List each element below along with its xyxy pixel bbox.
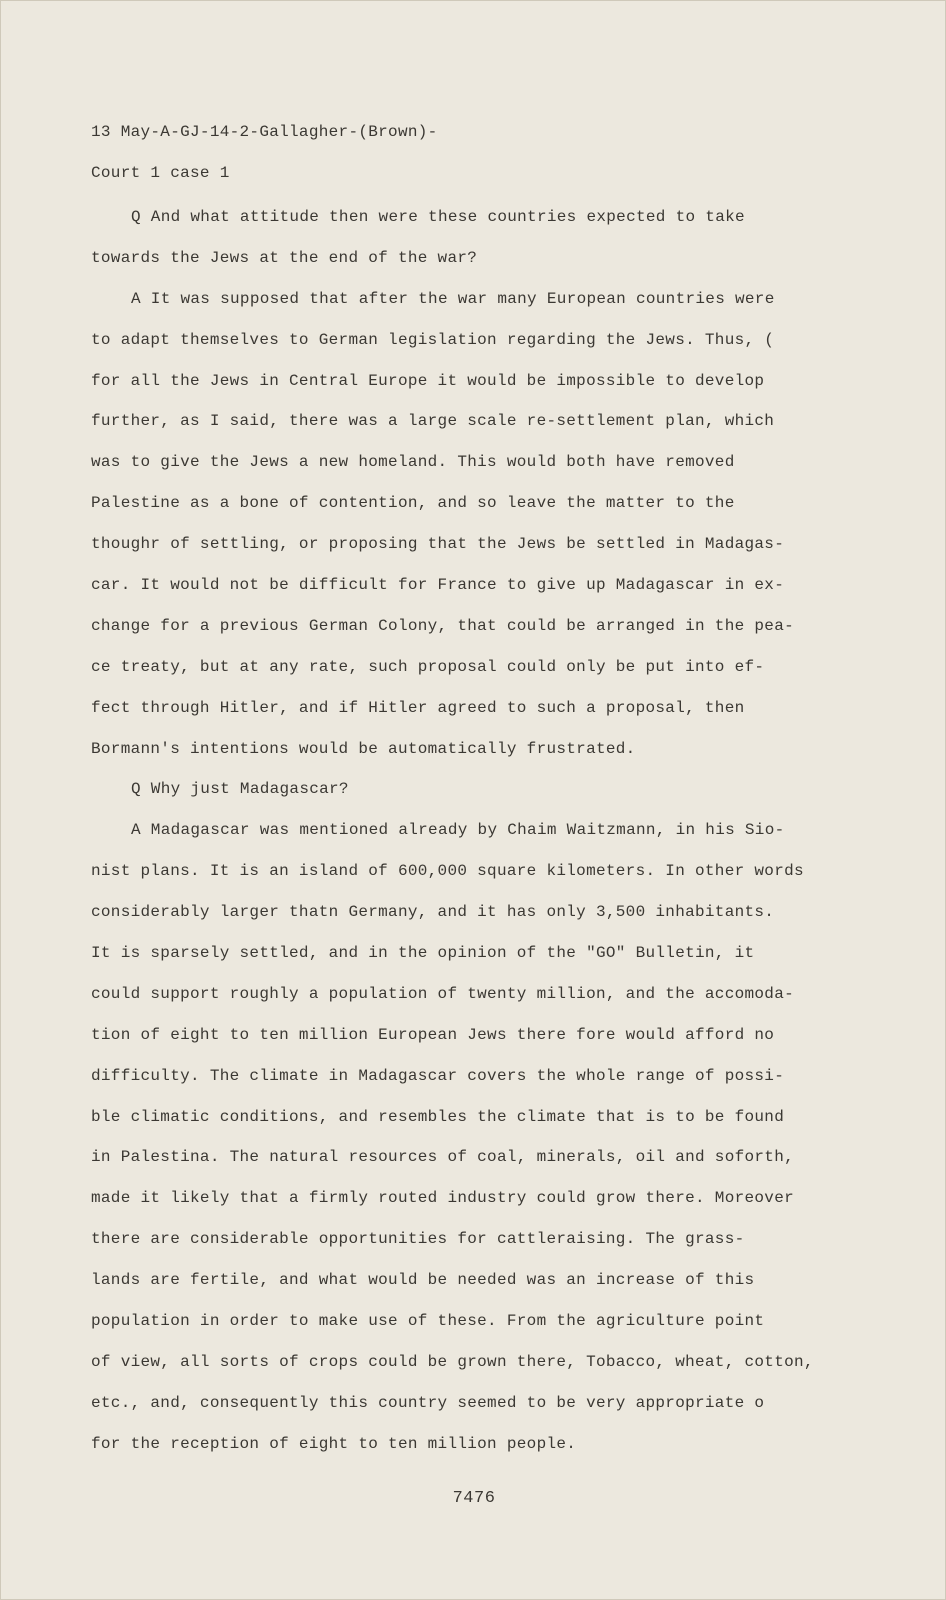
question-line: Q Why just Madagascar? [131,780,349,799]
text-line: thoughr of settling, or proposing that the Jews be settled in Madagas- [91,535,785,554]
transcript-body [91,197,831,1465]
text-line: for the reception of eight to ten million people. [91,1434,577,1453]
text-line: etc., and, consequently this country seemed to be very appropriate o [91,1393,765,1412]
text-line: of view, all sorts of crops could be grown there, Tobacco, wheat, cotton, [91,1352,814,1371]
answer-line: A It was supposed that after the war many European countries were [131,289,775,308]
text-line: fect through Hitler, and if Hitler agreed to such a proposal, then [91,698,745,717]
text-line: nist plans. It is an island of 600,000 square kilometers. In other words [91,862,804,881]
page-number: 7476 [452,1489,496,1508]
text-line: It is sparsely settled, and in the opinion of the "GO" Bulletin, it [91,944,755,963]
text-line: Palestine as a bone of contention, and so leave the matter to the [91,494,735,513]
document-reference: 13 May-A-GJ-14-2-Gallagher-(Brown)- [91,123,438,141]
text-line: ce treaty, but at any rate, such proposal could only be put into ef- [91,657,765,676]
text-line: lands are fertile, and what would be needed was an increase of this [91,1271,755,1290]
text-line: change for a previous German Colony, that could be arranged in the pea- [91,616,795,635]
answer-line: A Madagascar was mentioned already by Chaim Waitzmann, in his Sio- [131,821,785,840]
text-line: to adapt themselves to German legislation regarding the Jews. Thus, ( [91,330,775,349]
text-line: in Palestina. The natural resources of coal, minerals, oil and soforth, [91,1148,795,1167]
text-line: could support roughly a population of twenty million, and the accomoda- [91,984,795,1003]
text-line: was to give the Jews a new homeland. This would both have removed [91,453,735,472]
text-line: Bormann's intentions would be automatically frustrated. [91,739,636,758]
text-line: considerably larger thatn Germany, and it has only 3,500 inhabitants. [91,903,775,922]
text-line: towards the Jews at the end of the war? [91,248,478,267]
text-line: tion of eight to ten million European Jews there fore would afford no [91,1025,775,1044]
text-line: made it likely that a firmly routed industry could grow there. Moreover [91,1189,795,1208]
text-line: difficulty. The climate in Madagascar covers the whole range of possi- [91,1066,785,1085]
court-case-label: Court 1 case 1 [91,164,230,182]
text-line: for all the Jews in Central Europe it would be impossible to develop [91,371,765,390]
text-line: further, as I said, there was a large scale re-settlement plan, which [91,412,775,431]
question-line: Q And what attitude then were these countries expected to take [131,208,745,226]
text-line: there are considerable opportunities for cattleraising. The grass- [91,1230,745,1249]
text-line: car. It would not be difficult for France to give up Madagascar in ex- [91,576,785,595]
text-line: ble climatic conditions, and resembles the climate that is to be found [91,1107,785,1126]
text-line: population in order to make use of these. From the agriculture point [91,1312,765,1331]
